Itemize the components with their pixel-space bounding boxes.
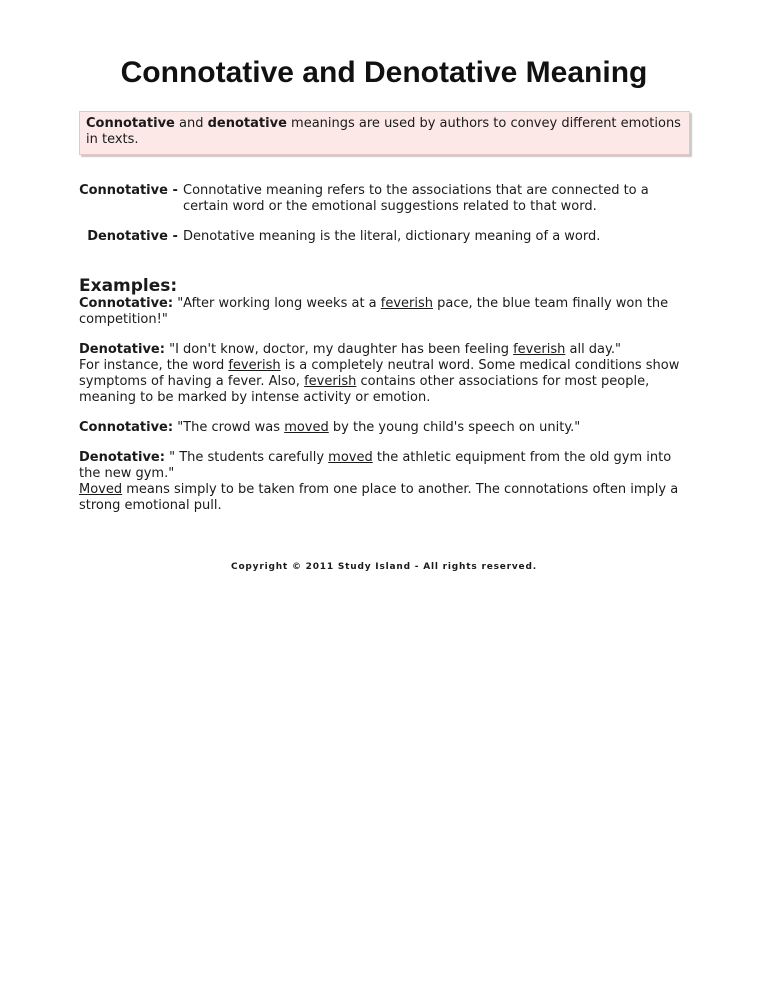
example-label: Connotative: [79,296,174,311]
intro-text: meanings are used by authors to convey different emotions in texts. [86,116,681,147]
page-title: Connotative and Denotative Meaning [120,56,648,89]
copyright-notice: Copyright © 2011 Study Island - All rights reserved. [231,562,537,572]
underlined-word: feverish [513,342,566,357]
definition-term: Denotative - [87,229,178,244]
intro-and: and [179,116,204,131]
examples-section [79,276,689,528]
intro-box [79,111,690,155]
example-connotative-moved: Connotative: "The crowd was moved by the young child's speech on unity." [79,420,581,435]
definition-text: Denotative meaning is the literal, dictionary meaning of a word. [183,229,601,244]
underlined-word: moved [328,450,373,465]
definition-term: Connotative - [79,183,178,198]
example-label: Denotative: [79,342,165,357]
example-label: Denotative: [79,450,165,465]
example-denotative-moved: Denotative: " The students carefully moved the athletic equipment from the old gym into the new gym." Moved means simply to be taken from one place to another. The connotations often imply a strong emotional pull. [79,450,679,513]
underlined-word: feverish [304,374,357,389]
example-label: Connotative: [79,420,174,435]
underlined-word: moved [284,420,329,435]
intro-term-denotative: denotative [207,116,287,131]
example-connotative-feverish: Connotative: "After working long weeks at a feverish pace, the blue team finally won the competition!" [79,296,669,327]
examples-heading: Examples: [79,276,178,296]
definition-connotative [79,183,689,215]
definition-text: Connotative meaning refers to the associations that are connected to a certain word or the emotional suggestions related to that word. [183,183,649,214]
definitions-list [79,183,689,259]
definition-denotative [79,229,689,245]
intro-term-connotative: Connotative [86,116,175,131]
underlined-word: feverish [228,358,281,373]
example-denotative-feverish: Denotative: "I don't know, doctor, my daughter has been feeling feverish all day." For instance, the word feverish is a completely neutral word. Some medical conditions show symptoms of having a fever. Also, feverish contains other associations for most people, meaning to be marked by intense activity or emotion. [79,342,680,405]
underlined-word: feverish [380,296,434,311]
underlined-word: Moved [79,482,123,497]
